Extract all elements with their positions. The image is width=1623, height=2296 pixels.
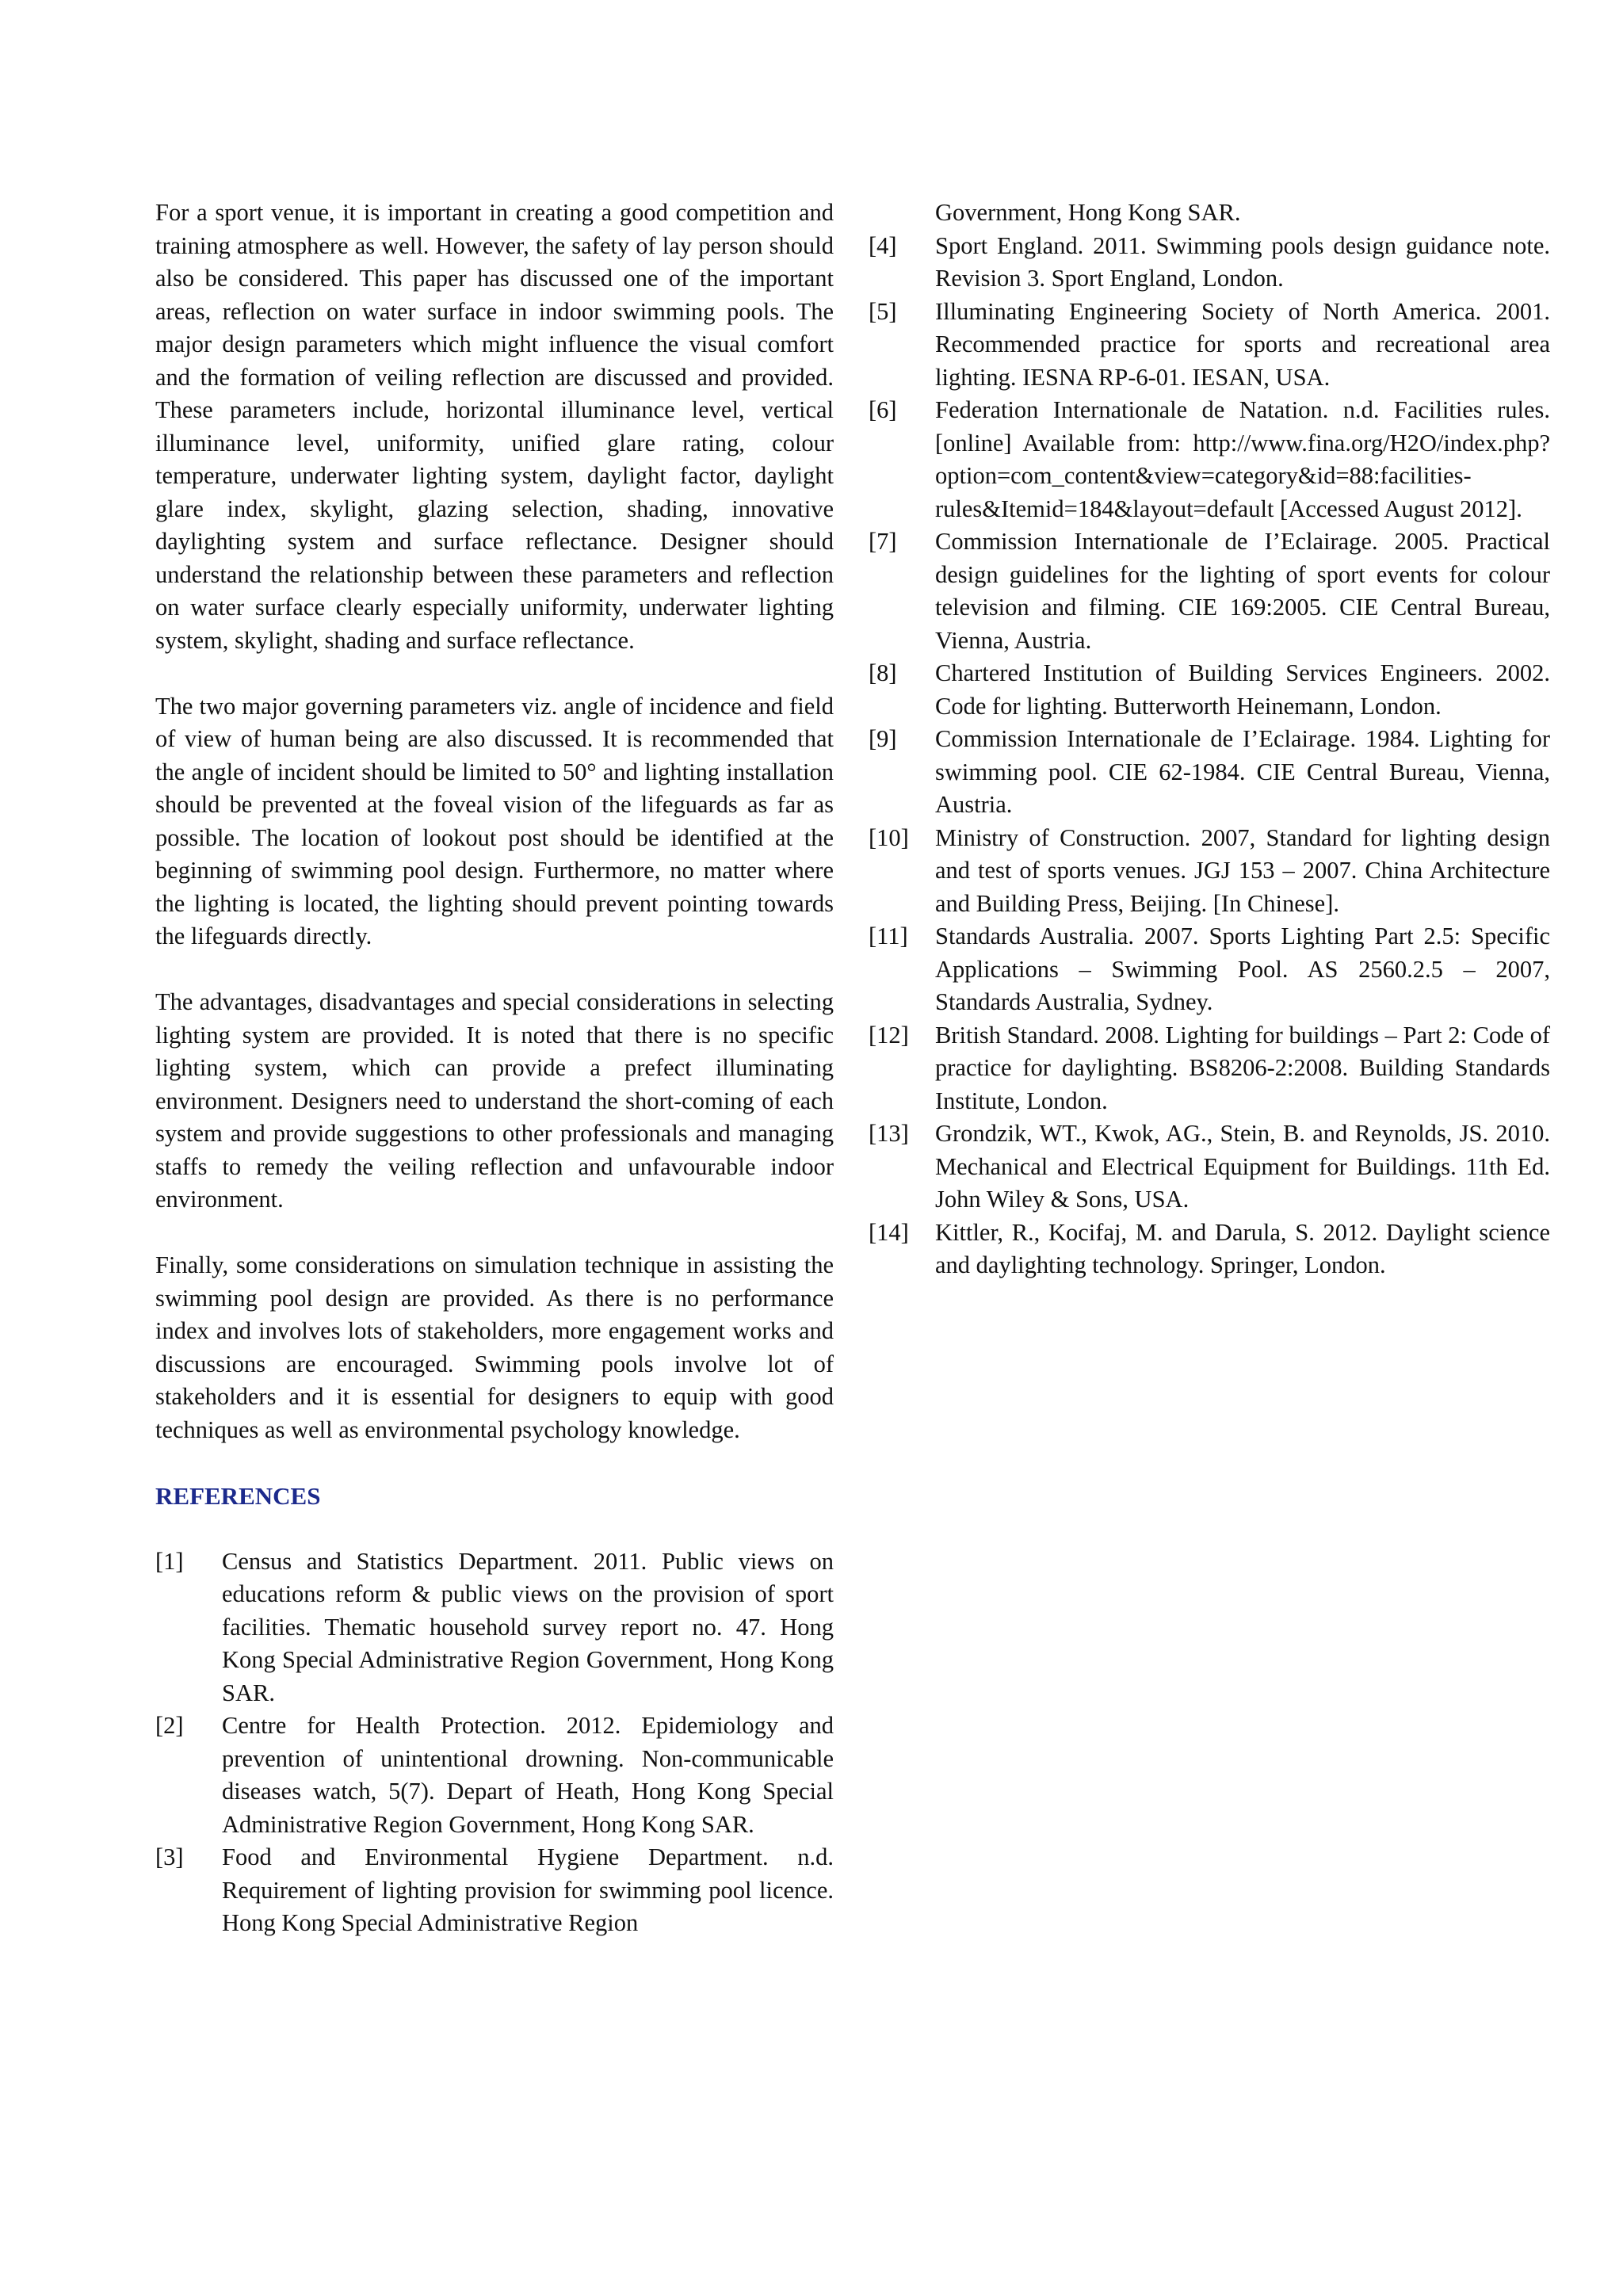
reference-item	[155, 1710, 834, 1841]
reference-text: Illuminating Engineering Society of North America. 2001. Recommended practice for sports and recreational area lighting. IESNA RP-6-01. IESAN, USA.	[935, 297, 1550, 391]
conclusion-paragraph-1: For a sport venue, it is important in creating a good competition and training atmosphere as well. However, the safety of lay person should also be considered. This paper has discussed one of the important areas, reflection on water surface in indoor swimming pools. The major design parameters which might influence the visual comfort and the formation of veiling reflection are discussed and provided. These parameters include, horizontal illuminance level, vertical illuminance level, uniformity, unified glare rating, colour temperature, underwater lighting system, daylight factor, daylight glare index, skylight, glazing selection, shading, innovative daylighting system and surface reflectance. Designer should understand the relationship between these parameters and reflection on water surface clearly especially uniformity, underwater lighting system, skylight, shading and surface reflectance.	[155, 199, 834, 654]
conclusion-paragraph-4: Finally, some considerations on simulation technique in assisting the swimming pool design are provided. As there is no performance index and involves lots of stakeholders, more engagement works and discussions are encouraged. Swimming pools involve lot of stakeholders and it is essential for designers to equip with good techniques as well as environmental psychology knowledge.	[155, 1251, 834, 1443]
right-column	[869, 197, 1550, 1282]
reference-number: [4]	[869, 231, 897, 259]
reference-text: Ministry of Construction. 2007, Standard for lighting design and test of sports venues. JGJ 153 – 2007. China Architecture and Building Press, Beijing. [In Chinese].	[935, 823, 1550, 917]
reference-number: [8]	[869, 659, 897, 686]
reference-text: Centre for Health Protection. 2012. Epidemiology and prevention of unintentional drowning. Non-communicable diseases watch, 5(7). Depart of Heath, Hong Kong Special Administrative Region Government, Hong Kong SAR.	[222, 1712, 834, 1838]
reference-text: Standards Australia. 2007. Sports Lighting Part 2.5: Specific Applications – Swimming Pool. AS 2560.2.5 – 2007, Standards Australia, Sydney.	[935, 923, 1550, 1015]
reference-3-continuation: Government, Hong Kong SAR.	[935, 199, 1241, 226]
conclusion-paragraph-3: The advantages, disadvantages and special considerations in selecting lighting system are provided. It is noted that there is no specific lighting system, which can provide a prefect illuminating environment. Designers need to understand the short-coming of each system and provide suggestions to other professionals and managing staffs to remedy the veiling reflection and unfavourable indoor environment.	[155, 988, 834, 1213]
references-heading: REFERENCES	[155, 1481, 321, 1510]
reference-item	[869, 1117, 1550, 1217]
reference-text: Grondzik, WT., Kwok, AG., Stein, B. and Reynolds, JS. 2010. Mechanical and Electrical Equipment for Buildings. 11th Ed. John Wiley & Sons, USA.	[935, 1120, 1550, 1213]
reference-number: [12]	[869, 1021, 909, 1049]
reference-text: Federation Internationale de Natation. n.d. Facilities rules. [online] Available from: http://www.fina.org/H2O/index.php?option=com_content&view=category&id=88:facilities-rules&Itemid=184&layout=default [Accessed August 2012].	[935, 396, 1550, 522]
reference-text: British Standard. 2008. Lighting for buildings – Part 2: Code of practice for daylighting. BS8206-2:2008. Building Standards Institute, London.	[935, 1021, 1551, 1114]
reference-number: [7]	[869, 528, 897, 555]
reference-number: [10]	[869, 823, 909, 851]
reference-item	[869, 657, 1550, 723]
reference-number: [6]	[869, 396, 897, 423]
reference-item	[869, 1019, 1550, 1118]
reference-text: Kittler, R., Kocifaj, M. and Darula, S. 2012. Daylight science and daylighting technology. Springer, London.	[935, 1218, 1550, 1278]
reference-number: [14]	[869, 1218, 909, 1246]
reference-item	[869, 1217, 1550, 1282]
reference-item	[869, 394, 1550, 525]
conclusion-paragraph-2: The two major governing parameters viz. angle of incidence and field of view of human being are also discussed. It is recommended that the angle of incident should be limited to 50° and lighting installation should be prevented at the foveal vision of the lifeguards as far as possible. The location of lookout post should be identified at the beginning of swimming pool design. Furthermore, no matter where the lighting is located, the lighting should prevent pointing towards the lifeguards directly.	[155, 692, 834, 949]
reference-item	[869, 822, 1550, 921]
reference-text: Commission Internationale de I’Eclairage. 2005. Practical design guidelines for the lighting of sport events for colour television and filming. CIE 169:2005. CIE Central Bureau, Vienna, Austria.	[935, 528, 1550, 654]
reference-item	[869, 920, 1550, 1019]
reference-item	[869, 296, 1550, 395]
reference-text: Sport England. 2011. Swimming pools design guidance note. Revision 3. Sport England, London.	[935, 231, 1550, 292]
reference-number: [1]	[155, 1547, 184, 1575]
reference-text: Chartered Institution of Building Services Engineers. 2002. Code for lighting. Butterworth Heinemann, London.	[935, 659, 1550, 720]
reference-item	[155, 1841, 834, 1940]
reference-number: [13]	[869, 1120, 909, 1147]
reference-item	[869, 230, 1550, 296]
reference-number: [11]	[869, 923, 908, 949]
reference-item	[155, 1545, 834, 1710]
reference-text: Census and Statistics Department. 2011. Public views on educations reform & public views on the provision of sport facilities. Thematic household survey report no. 47. Hong Kong Special Administrative Region Government, Hong Kong SAR.	[222, 1547, 834, 1706]
reference-item	[869, 723, 1550, 822]
reference-number: [3]	[155, 1843, 184, 1870]
reference-text: Commission Internationale de I’Eclairage. 1984. Lighting for swimming pool. CIE 62-1984. CIE Central Bureau, Vienna, Austria.	[935, 725, 1550, 818]
reference-text: Food and Environmental Hygiene Department. n.d. Requirement of lighting provision for swimming pool licence. Hong Kong Special Administrative Region	[222, 1843, 834, 1936]
left-column	[155, 197, 834, 1940]
reference-item	[869, 525, 1550, 657]
reference-number: [5]	[869, 297, 897, 325]
reference-number: [9]	[869, 725, 897, 752]
reference-number: [2]	[155, 1712, 184, 1739]
